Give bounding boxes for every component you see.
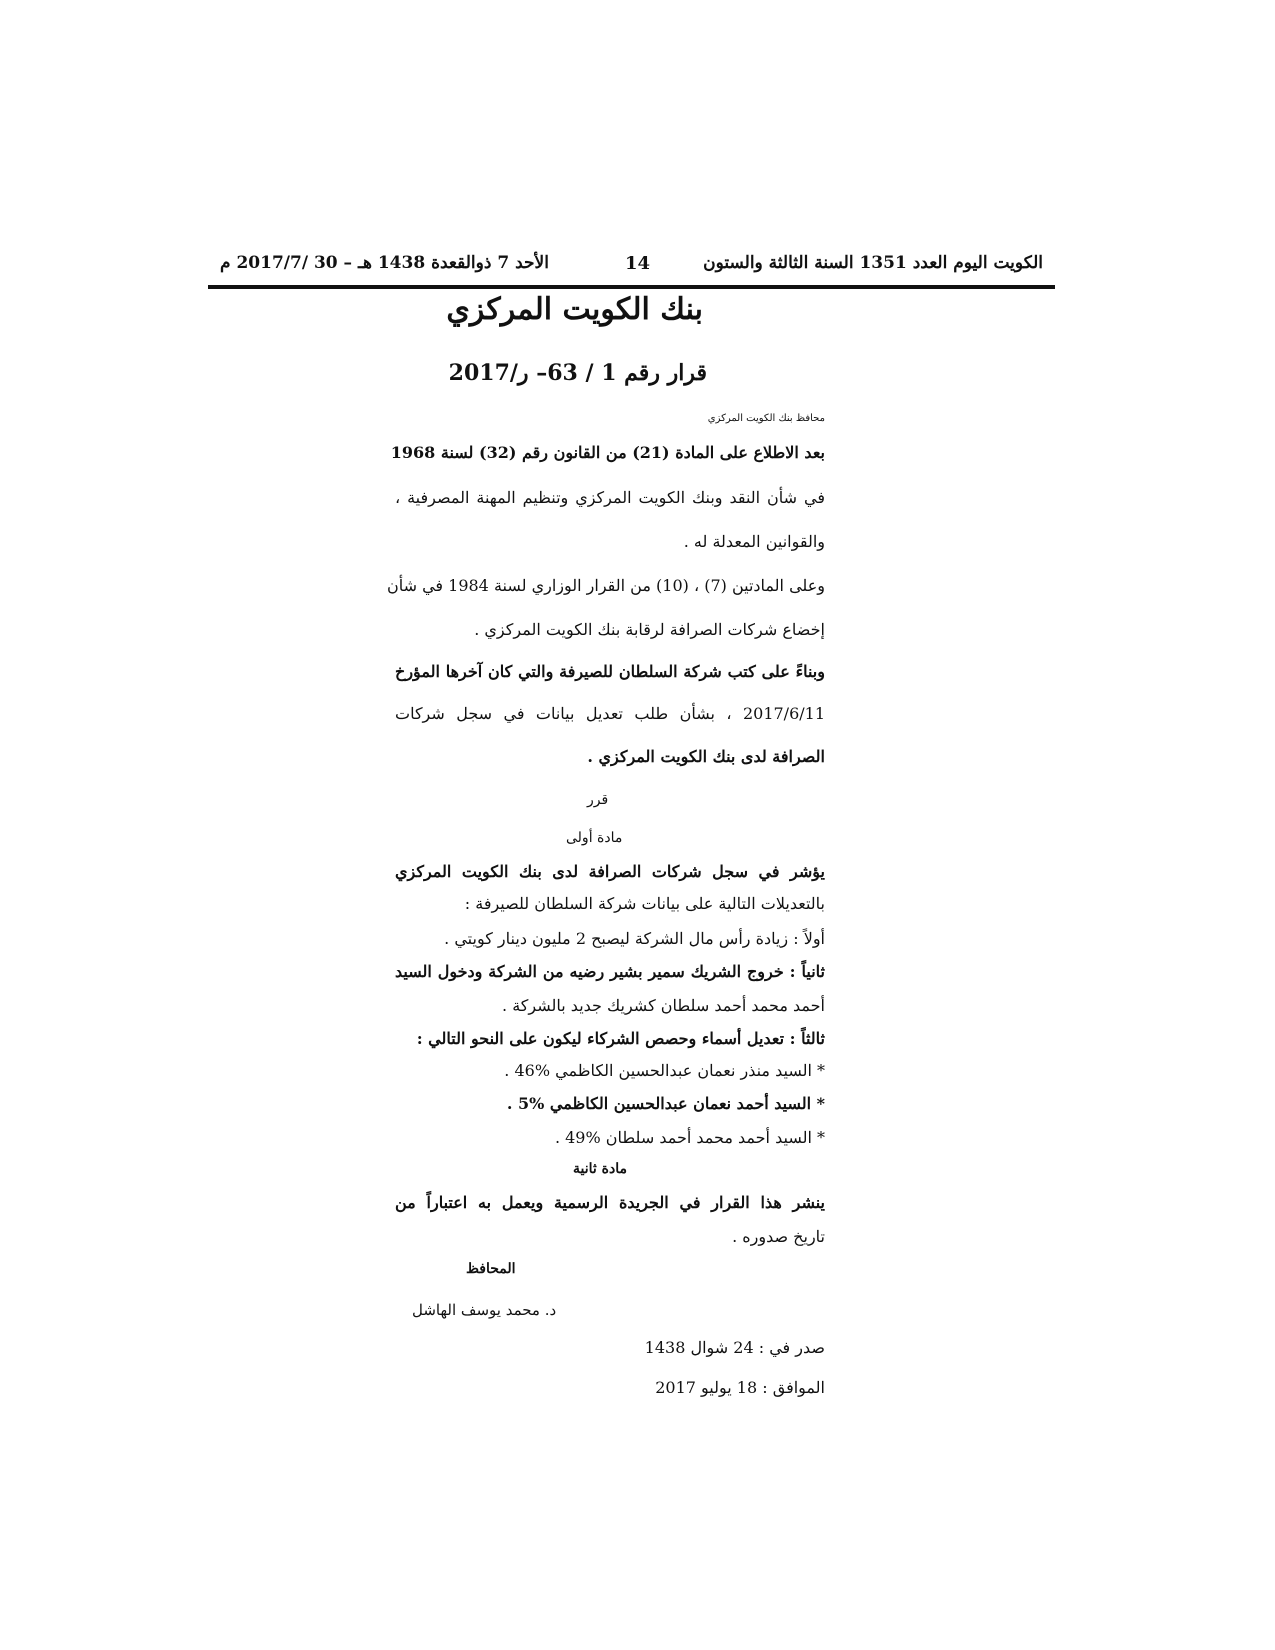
corresponding-date: الموافق : 18 يوليو 2017 xyxy=(655,1378,825,1397)
partner-item: * السيد أحمد نعمان عبدالحسين الكاظمي %5 . xyxy=(506,1094,825,1113)
signatory-name: د. محمد يوسف الهاشل xyxy=(412,1301,557,1319)
decision-number: قرار رقم 1 / 63– ر/2017 xyxy=(448,360,707,386)
gazette-issue-info: الكويت اليوم العدد 1351 السنة الثالثة والستون xyxy=(703,253,1043,273)
preamble-line: والقوانين المعدلة له . xyxy=(683,532,825,551)
partner-item: * السيد منذر نعمان عبدالحسين الكاظمي %46 . xyxy=(504,1061,825,1080)
issued-date: صدر في : 24 شوال 1438 xyxy=(644,1338,825,1357)
preamble-line: الصرافة لدى بنك الكويت المركزي . xyxy=(587,747,825,766)
decided-heading: قرر xyxy=(587,792,609,808)
preamble-line: بعد الاطلاع على المادة (21) من القانون رقم (32) لسنة 1968 xyxy=(390,443,825,462)
article2-line: تاريخ صدوره . xyxy=(732,1227,825,1246)
preamble-line: في شأن النقد وبنك الكويت المركزي وتنظيم المهنة المصرفية ، xyxy=(395,488,825,507)
page-title: بنك الكويت المركزي xyxy=(446,292,703,327)
article1-heading: مادة أولى xyxy=(566,830,623,846)
preamble-line: وعلى المادتين (7) ، (10) من القرار الوزاري لسنة 1984 في شأن xyxy=(386,576,825,595)
article1-line: يؤشر في سجل شركات الصرافة لدى بنك الكويت المركزي xyxy=(395,862,825,881)
article2-line: ينشر هذا القرار في الجريدة الرسمية ويعمل به اعتباراً من xyxy=(395,1193,826,1212)
page-number: 14 xyxy=(625,253,651,274)
issuer-line: محافظ بنك الكويت المركزي xyxy=(707,413,825,424)
article1-line: ثالثاً : تعديل أسماء وحصص الشركاء ليكون على النحو التالي : xyxy=(416,1029,825,1048)
preamble-line: وبناءً على كتب شركة السلطان للصيرفة والتي كان آخرها المؤرخ xyxy=(395,662,825,681)
article1-line: ثانياً : خروج الشريك سمير بشير رضيه من الشركة ودخول السيد xyxy=(395,962,825,981)
signatory-title: المحافظ xyxy=(466,1261,516,1277)
article1-line: أحمد محمد أحمد سلطان كشريك جديد بالشركة . xyxy=(502,996,825,1015)
header-rule xyxy=(208,285,1055,289)
issue-date: الأحد 7 ذوالقعدة 1438 هـ – 30 /2017/7 م xyxy=(220,253,549,273)
article1-line: أولاً : زيادة رأس مال الشركة ليصبح 2 مليون دينار كويتي . xyxy=(444,929,825,948)
article1-line: بالتعديلات التالية على بيانات شركة السلطان للصيرفة : xyxy=(464,894,825,913)
partner-item: * السيد أحمد محمد أحمد سلطان %49 . xyxy=(554,1128,825,1147)
article2-heading: مادة ثانية xyxy=(573,1161,627,1177)
preamble-line: إخضاع شركات الصرافة لرقابة بنك الكويت المركزي . xyxy=(474,620,825,639)
preamble-line: 2017/6/11 ، بشأن طلب تعديل بيانات في سجل شركات xyxy=(395,704,825,723)
